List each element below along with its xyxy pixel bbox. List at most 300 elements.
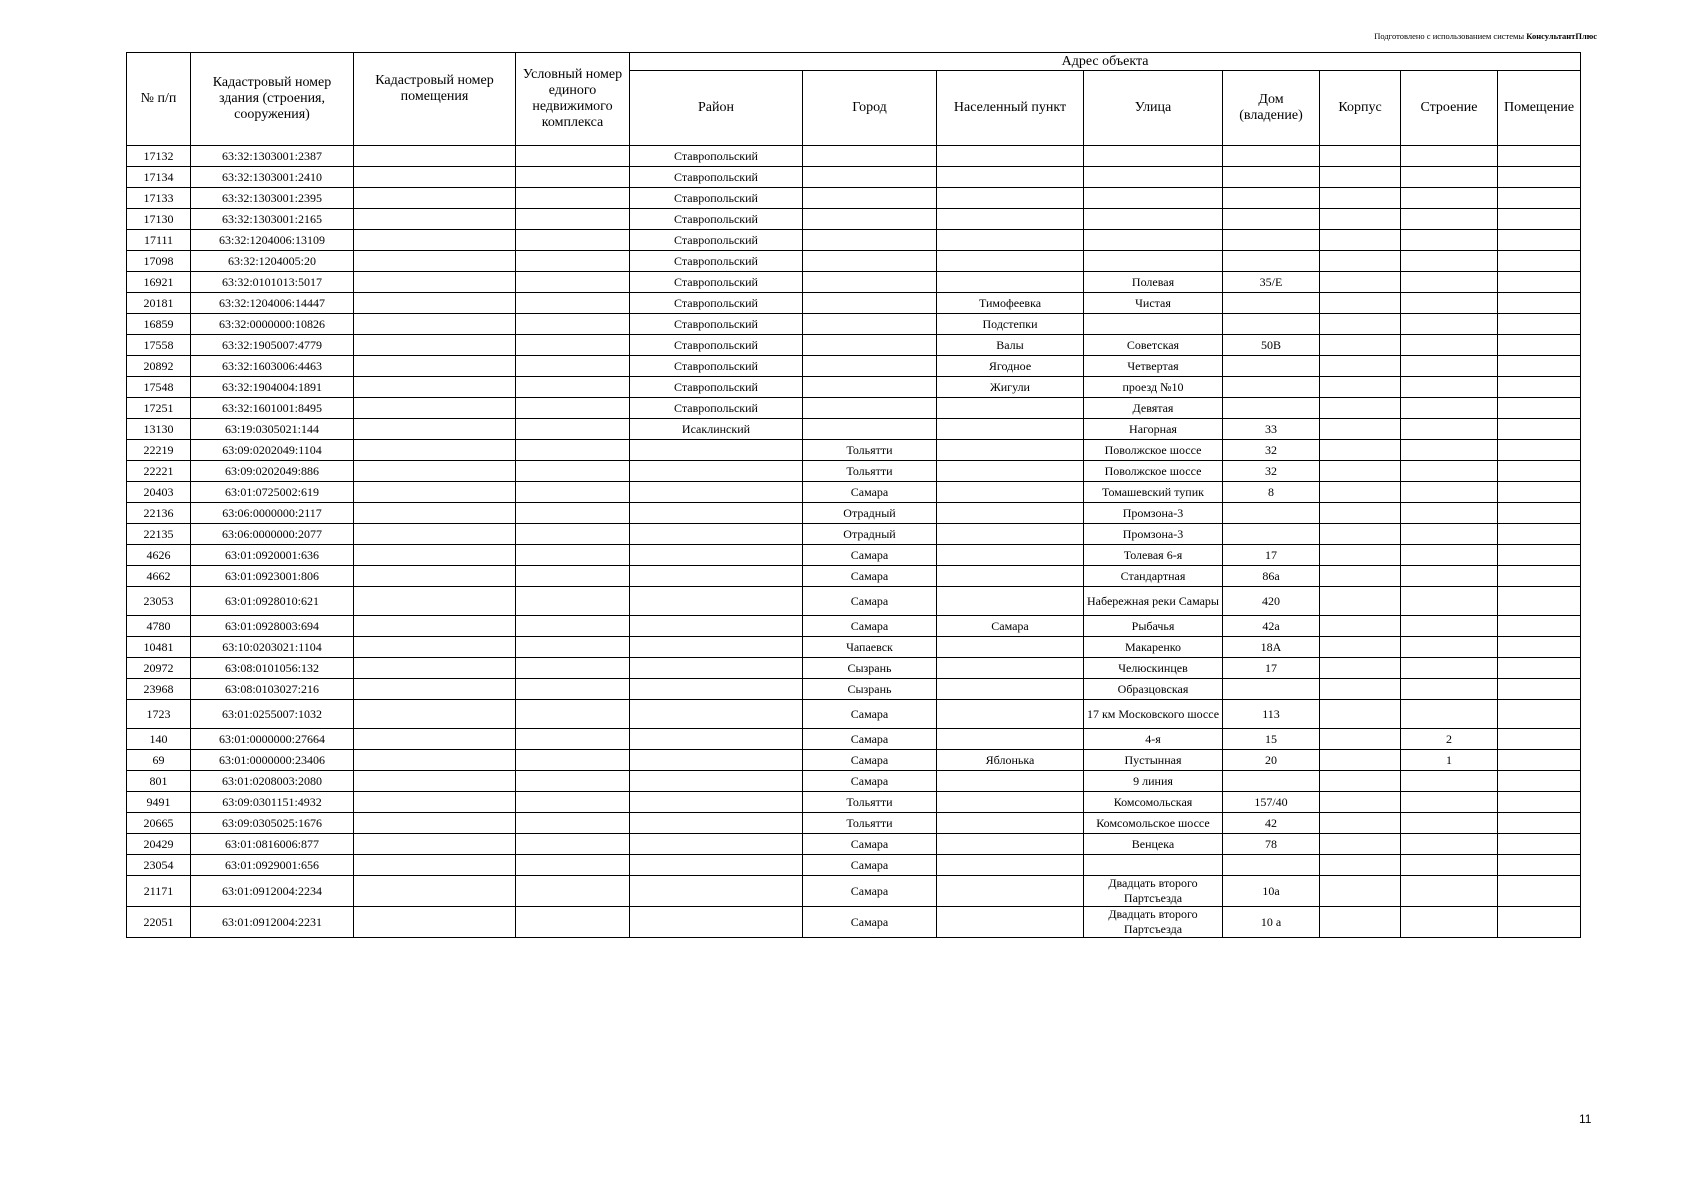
cell-room — [1498, 419, 1581, 440]
cell-corpus — [1320, 251, 1401, 272]
cell-corpus — [1320, 335, 1401, 356]
cell-building — [1401, 251, 1498, 272]
cell-street: Рыбачья — [1084, 616, 1223, 637]
cell-num: 20403 — [127, 482, 191, 503]
cell-street: Двадцать второго Партсъезда — [1084, 907, 1223, 938]
cell-num: 22051 — [127, 907, 191, 938]
cell-district — [630, 750, 803, 771]
cell-num: 17111 — [127, 230, 191, 251]
cell-room — [1498, 566, 1581, 587]
table-row — [127, 545, 1581, 566]
table-row — [127, 907, 1581, 938]
cell-city — [803, 251, 937, 272]
header-row-top — [127, 53, 1581, 71]
cell-complex-number — [516, 907, 630, 938]
cell-building-cadastral: 63:01:0912004:2231 — [191, 907, 354, 938]
cell-room — [1498, 314, 1581, 335]
cell-corpus — [1320, 440, 1401, 461]
property-register-table — [126, 52, 1581, 938]
cell-locality — [937, 251, 1084, 272]
cell-locality — [937, 209, 1084, 230]
cell-building-cadastral: 63:09:0202049:1104 — [191, 440, 354, 461]
cell-num: 140 — [127, 729, 191, 750]
cell-street: Нагорная — [1084, 419, 1223, 440]
cell-street: Пустынная — [1084, 750, 1223, 771]
cell-corpus — [1320, 482, 1401, 503]
cell-num: 22219 — [127, 440, 191, 461]
cell-building-cadastral: 63:32:1204006:14447 — [191, 293, 354, 314]
cell-locality — [937, 272, 1084, 293]
cell-city: Самара — [803, 876, 937, 907]
cell-room — [1498, 398, 1581, 419]
cell-street: Макаренко — [1084, 637, 1223, 658]
cell-city: Самара — [803, 729, 937, 750]
table-row — [127, 230, 1581, 251]
page-number: 11 — [1579, 1112, 1592, 1126]
cell-district — [630, 461, 803, 482]
cell-district: Ставропольский — [630, 356, 803, 377]
cell-building — [1401, 700, 1498, 729]
cell-street — [1084, 251, 1223, 272]
cell-num: 17134 — [127, 167, 191, 188]
cell-city — [803, 209, 937, 230]
cell-premises-cadastral — [354, 167, 516, 188]
cell-corpus — [1320, 293, 1401, 314]
cell-street: Поволжское шоссе — [1084, 440, 1223, 461]
cell-num: 1723 — [127, 700, 191, 729]
cell-building — [1401, 398, 1498, 419]
cell-num: 17130 — [127, 209, 191, 230]
cell-premises-cadastral — [354, 524, 516, 545]
cell-city: Тольятти — [803, 440, 937, 461]
cell-room — [1498, 524, 1581, 545]
cell-premises-cadastral — [354, 272, 516, 293]
cell-corpus — [1320, 167, 1401, 188]
cell-building — [1401, 616, 1498, 637]
cell-city — [803, 377, 937, 398]
cell-premises-cadastral — [354, 771, 516, 792]
cell-district — [630, 545, 803, 566]
cell-corpus — [1320, 834, 1401, 855]
cell-district: Ставропольский — [630, 272, 803, 293]
cell-premises-cadastral — [354, 855, 516, 876]
table-row — [127, 251, 1581, 272]
table-row — [127, 377, 1581, 398]
cell-district: Ставропольский — [630, 377, 803, 398]
cell-street: Чистая — [1084, 293, 1223, 314]
cell-premises-cadastral — [354, 335, 516, 356]
cell-street — [1084, 230, 1223, 251]
cell-city — [803, 314, 937, 335]
cell-complex-number — [516, 813, 630, 834]
cell-premises-cadastral — [354, 209, 516, 230]
cell-building — [1401, 356, 1498, 377]
cell-building — [1401, 503, 1498, 524]
cell-district — [630, 700, 803, 729]
cell-building — [1401, 637, 1498, 658]
cell-street: Стандартная — [1084, 566, 1223, 587]
cell-complex-number — [516, 335, 630, 356]
cell-city — [803, 356, 937, 377]
cell-building-cadastral: 63:32:1601001:8495 — [191, 398, 354, 419]
cell-building — [1401, 482, 1498, 503]
cell-city: Сызрань — [803, 679, 937, 700]
cell-locality — [937, 729, 1084, 750]
cell-building — [1401, 188, 1498, 209]
cell-city — [803, 293, 937, 314]
cell-house — [1223, 251, 1320, 272]
cell-building — [1401, 658, 1498, 679]
cell-city: Самара — [803, 700, 937, 729]
col-header-building: Строение — [1401, 71, 1498, 146]
cell-premises-cadastral — [354, 314, 516, 335]
cell-city: Самара — [803, 616, 937, 637]
cell-building — [1401, 272, 1498, 293]
cell-complex-number — [516, 356, 630, 377]
cell-street: Промзона-3 — [1084, 503, 1223, 524]
cell-district — [630, 566, 803, 587]
cell-premises-cadastral — [354, 813, 516, 834]
table-row — [127, 679, 1581, 700]
cell-house — [1223, 398, 1320, 419]
table-row — [127, 637, 1581, 658]
cell-num: 13130 — [127, 419, 191, 440]
cell-premises-cadastral — [354, 251, 516, 272]
cell-premises-cadastral — [354, 545, 516, 566]
table-row — [127, 834, 1581, 855]
cell-building-cadastral: 63:09:0305025:1676 — [191, 813, 354, 834]
cell-locality: Ягодное — [937, 356, 1084, 377]
cell-district: Ставропольский — [630, 293, 803, 314]
cell-complex-number — [516, 834, 630, 855]
cell-building-cadastral: 63:01:0816006:877 — [191, 834, 354, 855]
table-row — [127, 616, 1581, 637]
cell-building — [1401, 377, 1498, 398]
cell-locality: Самара — [937, 616, 1084, 637]
cell-corpus — [1320, 616, 1401, 637]
cell-num: 21171 — [127, 876, 191, 907]
cell-district — [630, 792, 803, 813]
cell-num: 9491 — [127, 792, 191, 813]
cell-building-cadastral: 63:32:1905007:4779 — [191, 335, 354, 356]
cell-building — [1401, 167, 1498, 188]
cell-room — [1498, 146, 1581, 167]
cell-building-cadastral: 63:09:0301151:4932 — [191, 792, 354, 813]
table-row — [127, 167, 1581, 188]
cell-premises-cadastral — [354, 658, 516, 679]
cell-building — [1401, 855, 1498, 876]
table-row — [127, 440, 1581, 461]
cell-street: Комсомольская — [1084, 792, 1223, 813]
cell-district: Ставропольский — [630, 146, 803, 167]
cell-num: 20429 — [127, 834, 191, 855]
cell-complex-number — [516, 566, 630, 587]
cell-city: Самара — [803, 771, 937, 792]
cell-complex-number — [516, 658, 630, 679]
cell-street: 4-я — [1084, 729, 1223, 750]
cell-building-cadastral: 63:32:0000000:10826 — [191, 314, 354, 335]
note-prefix: Подготовлено с использованием системы — [1374, 31, 1525, 41]
cell-building — [1401, 813, 1498, 834]
cell-building — [1401, 771, 1498, 792]
cell-complex-number — [516, 524, 630, 545]
cell-complex-number — [516, 377, 630, 398]
cell-num: 20972 — [127, 658, 191, 679]
cell-room — [1498, 293, 1581, 314]
table-row — [127, 461, 1581, 482]
cell-corpus — [1320, 750, 1401, 771]
cell-corpus — [1320, 188, 1401, 209]
cell-house — [1223, 209, 1320, 230]
table-row — [127, 524, 1581, 545]
cell-district — [630, 503, 803, 524]
table-row — [127, 209, 1581, 230]
cell-building — [1401, 587, 1498, 616]
cell-locality — [937, 637, 1084, 658]
cell-street: Образцовская — [1084, 679, 1223, 700]
table-row — [127, 356, 1581, 377]
cell-num: 4626 — [127, 545, 191, 566]
table-row — [127, 293, 1581, 314]
cell-room — [1498, 209, 1581, 230]
col-header-corpus: Корпус — [1320, 71, 1401, 146]
cell-district — [630, 482, 803, 503]
cell-district: Ставропольский — [630, 398, 803, 419]
cell-district — [630, 440, 803, 461]
cell-building — [1401, 146, 1498, 167]
cell-building — [1401, 545, 1498, 566]
cell-district — [630, 587, 803, 616]
cell-complex-number — [516, 482, 630, 503]
cell-locality — [937, 876, 1084, 907]
cell-street: Советская — [1084, 335, 1223, 356]
cell-building-cadastral: 63:32:1204006:13109 — [191, 230, 354, 251]
cell-room — [1498, 440, 1581, 461]
cell-room — [1498, 616, 1581, 637]
cell-num: 801 — [127, 771, 191, 792]
cell-complex-number — [516, 637, 630, 658]
cell-room — [1498, 230, 1581, 251]
cell-building — [1401, 335, 1498, 356]
cell-building-cadastral: 63:01:0255007:1032 — [191, 700, 354, 729]
cell-room — [1498, 907, 1581, 938]
cell-locality — [937, 482, 1084, 503]
cell-room — [1498, 587, 1581, 616]
cell-locality: Жигули — [937, 377, 1084, 398]
table-row — [127, 503, 1581, 524]
cell-room — [1498, 771, 1581, 792]
cell-house: 32 — [1223, 440, 1320, 461]
cell-house — [1223, 377, 1320, 398]
table-row — [127, 700, 1581, 729]
cell-premises-cadastral — [354, 146, 516, 167]
cell-district — [630, 855, 803, 876]
table-row — [127, 335, 1581, 356]
cell-room — [1498, 272, 1581, 293]
cell-house — [1223, 167, 1320, 188]
cell-city — [803, 230, 937, 251]
cell-locality — [937, 907, 1084, 938]
col-header-address-group: Адрес объекта — [630, 53, 1581, 71]
cell-num: 17098 — [127, 251, 191, 272]
cell-street: Поволжское шоссе — [1084, 461, 1223, 482]
col-header-city: Город — [803, 71, 937, 146]
cell-premises-cadastral — [354, 907, 516, 938]
register-body — [127, 146, 1581, 938]
cell-corpus — [1320, 855, 1401, 876]
table-row — [127, 419, 1581, 440]
cell-num: 17133 — [127, 188, 191, 209]
cell-complex-number — [516, 398, 630, 419]
cell-house: 15 — [1223, 729, 1320, 750]
cell-complex-number — [516, 251, 630, 272]
cell-num: 4780 — [127, 616, 191, 637]
cell-street: Четвертая — [1084, 356, 1223, 377]
cell-premises-cadastral — [354, 293, 516, 314]
cell-locality — [937, 658, 1084, 679]
cell-house: 10а — [1223, 876, 1320, 907]
cell-corpus — [1320, 356, 1401, 377]
cell-room — [1498, 876, 1581, 907]
cell-room — [1498, 729, 1581, 750]
cell-street: Полевая — [1084, 272, 1223, 293]
cell-building-cadastral: 63:06:0000000:2077 — [191, 524, 354, 545]
cell-room — [1498, 813, 1581, 834]
cell-city: Сызрань — [803, 658, 937, 679]
cell-street: Девятая — [1084, 398, 1223, 419]
cell-complex-number — [516, 230, 630, 251]
cell-building — [1401, 876, 1498, 907]
col-header-district: Район — [630, 71, 803, 146]
col-header-street: Улица — [1084, 71, 1223, 146]
cell-house — [1223, 146, 1320, 167]
cell-locality — [937, 188, 1084, 209]
cell-street — [1084, 209, 1223, 230]
cell-complex-number — [516, 167, 630, 188]
cell-building-cadastral: 63:01:0208003:2080 — [191, 771, 354, 792]
cell-building — [1401, 419, 1498, 440]
cell-city — [803, 419, 937, 440]
cell-house: 18А — [1223, 637, 1320, 658]
cell-city: Чапаевск — [803, 637, 937, 658]
table-row — [127, 398, 1581, 419]
cell-num: 17548 — [127, 377, 191, 398]
cell-city: Самара — [803, 482, 937, 503]
cell-premises-cadastral — [354, 729, 516, 750]
cell-room — [1498, 834, 1581, 855]
cell-complex-number — [516, 700, 630, 729]
cell-street: Челюскинцев — [1084, 658, 1223, 679]
cell-complex-number — [516, 771, 630, 792]
cell-premises-cadastral — [354, 587, 516, 616]
table-row — [127, 658, 1581, 679]
table-row — [127, 876, 1581, 907]
cell-house — [1223, 230, 1320, 251]
cell-premises-cadastral — [354, 356, 516, 377]
cell-complex-number — [516, 750, 630, 771]
cell-house — [1223, 293, 1320, 314]
cell-locality — [937, 419, 1084, 440]
cell-building-cadastral: 63:32:1904004:1891 — [191, 377, 354, 398]
cell-building — [1401, 524, 1498, 545]
cell-house: 8 — [1223, 482, 1320, 503]
cell-premises-cadastral — [354, 637, 516, 658]
cell-room — [1498, 482, 1581, 503]
note-brand: КонсультантПлюс — [1526, 31, 1597, 41]
cell-corpus — [1320, 813, 1401, 834]
cell-street — [1084, 855, 1223, 876]
table-row — [127, 587, 1581, 616]
cell-complex-number — [516, 876, 630, 907]
cell-num: 10481 — [127, 637, 191, 658]
cell-premises-cadastral — [354, 566, 516, 587]
cell-room — [1498, 503, 1581, 524]
cell-corpus — [1320, 792, 1401, 813]
consultant-plus-note — [1374, 31, 1597, 41]
cell-premises-cadastral — [354, 876, 516, 907]
cell-house — [1223, 855, 1320, 876]
cell-num: 23053 — [127, 587, 191, 616]
cell-num: 23968 — [127, 679, 191, 700]
cell-house: 10 а — [1223, 907, 1320, 938]
cell-city: Отрадный — [803, 503, 937, 524]
cell-room — [1498, 188, 1581, 209]
col-header-room: Помещение — [1498, 71, 1581, 146]
cell-premises-cadastral — [354, 461, 516, 482]
cell-complex-number — [516, 314, 630, 335]
cell-complex-number — [516, 419, 630, 440]
cell-complex-number — [516, 545, 630, 566]
cell-city: Тольятти — [803, 461, 937, 482]
cell-street — [1084, 146, 1223, 167]
cell-complex-number — [516, 729, 630, 750]
cell-city — [803, 167, 937, 188]
cell-house — [1223, 524, 1320, 545]
table-row — [127, 146, 1581, 167]
cell-house: 420 — [1223, 587, 1320, 616]
cell-complex-number — [516, 293, 630, 314]
cell-house — [1223, 188, 1320, 209]
cell-corpus — [1320, 503, 1401, 524]
cell-num: 23054 — [127, 855, 191, 876]
cell-premises-cadastral — [354, 750, 516, 771]
cell-corpus — [1320, 700, 1401, 729]
cell-premises-cadastral — [354, 188, 516, 209]
cell-house: 42 — [1223, 813, 1320, 834]
cell-district: Ставропольский — [630, 230, 803, 251]
cell-building-cadastral: 63:06:0000000:2117 — [191, 503, 354, 524]
cell-house: 86а — [1223, 566, 1320, 587]
cell-building — [1401, 566, 1498, 587]
cell-corpus — [1320, 545, 1401, 566]
cell-building — [1401, 209, 1498, 230]
col-header-complex-number: Условный номер единого недвижимого комплекса — [516, 53, 630, 146]
cell-district: Ставропольский — [630, 188, 803, 209]
cell-city: Тольятти — [803, 792, 937, 813]
cell-corpus — [1320, 377, 1401, 398]
cell-corpus — [1320, 209, 1401, 230]
cell-corpus — [1320, 230, 1401, 251]
cell-locality — [937, 230, 1084, 251]
cell-corpus — [1320, 907, 1401, 938]
table-row — [127, 750, 1581, 771]
cell-room — [1498, 658, 1581, 679]
cell-room — [1498, 461, 1581, 482]
cell-complex-number — [516, 792, 630, 813]
table-row — [127, 188, 1581, 209]
cell-premises-cadastral — [354, 419, 516, 440]
cell-room — [1498, 356, 1581, 377]
